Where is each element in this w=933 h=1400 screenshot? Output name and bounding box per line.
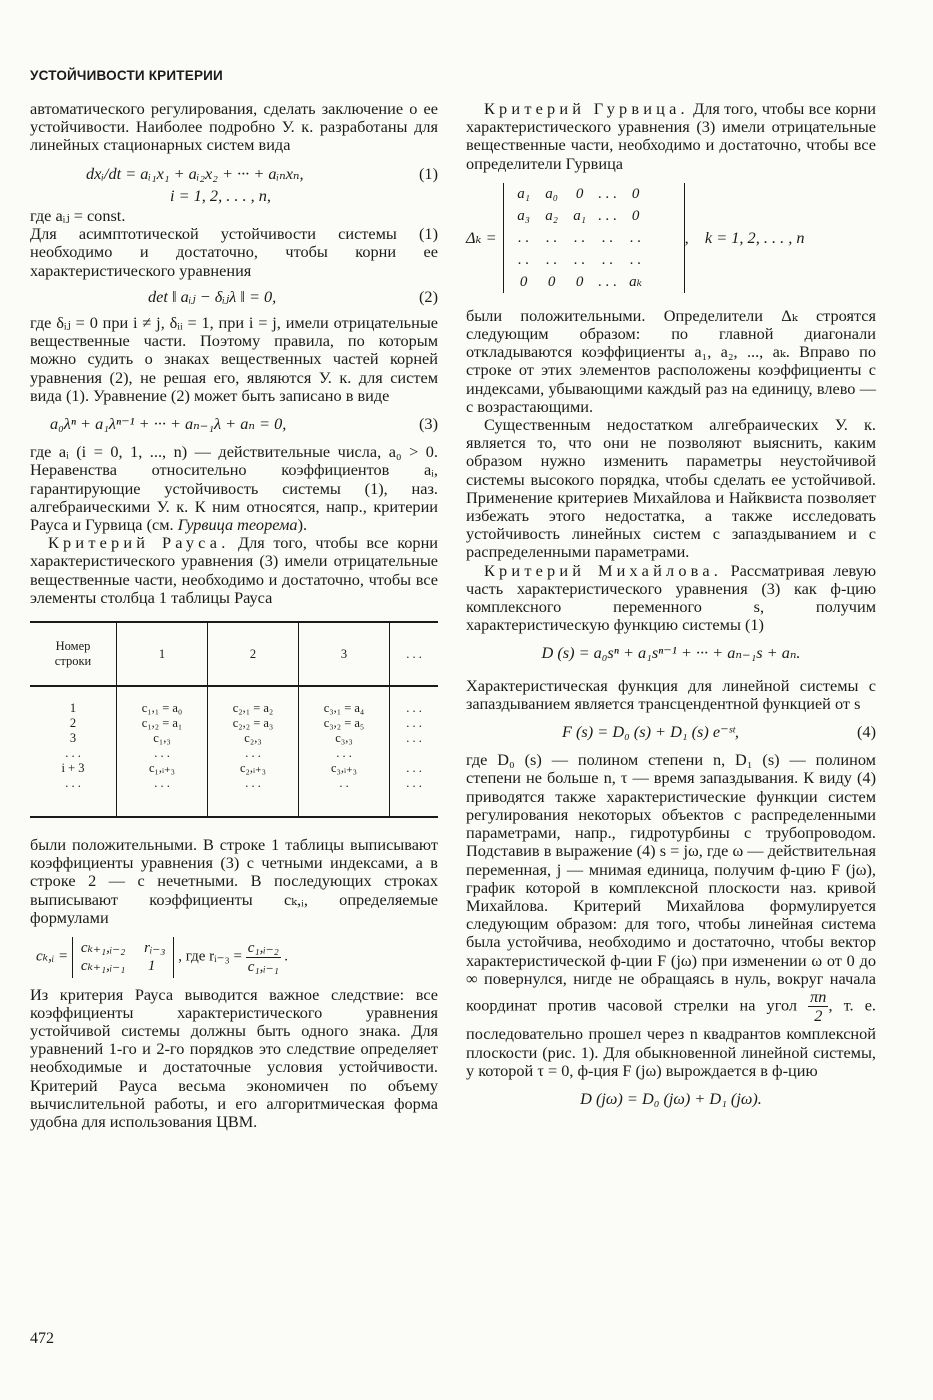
cell-line: c₃,₁ = a₄ [323,701,365,716]
equation-1 [86,165,438,183]
cell-line: . . . [154,746,170,761]
cell-line: 1 [69,701,77,716]
determinant-cell [650,183,678,205]
criterion-heading: Критерий Михайлова. [484,560,723,580]
determinant-cell [650,227,678,249]
cell-line: . . . [406,776,422,791]
paragraph-text: Рассматривая левую часть характеристического уравнения (3) как ф-цию комплексного переменного s, получим характеристическую функцию системы (1) [466,560,876,635]
paragraph: Существенным недостатком алгебраических У. к. является то, что они не позволяют выяснить, каким образом нужно изменить параметры неустойчивой системы высокого порядка, чтобы сделать ее устойчивой. Применение критериев Михайлова и Найквиста позволяет избежать этого недостатка, а также исследовать устойчивость линейных систем с запаздыванием и с распределенными параметрами. [466,415,876,562]
hurwitz-determinant [503,183,685,293]
cell-line: . . . [406,716,422,731]
equation-routh-coefficients [36,937,438,977]
equation-lhs: Δₖ = [466,227,497,247]
determinant-cell: a₁ [573,207,586,224]
determinant-cell: . . [545,251,558,268]
cell-line: . . . [336,746,352,761]
cross-reference: Гурвица теорема [177,515,298,535]
paragraph-text: Для того, чтобы все корни характеристического уравнения (3) имели отрицательные вещественные части, необходимо и достаточно, чтобы все определители Гурвица [466,99,876,173]
paragraph [30,443,438,534]
cell-line: . . . [406,701,422,716]
determinant-cell: . . [601,251,614,268]
determinant-cell [650,249,678,271]
cell-line: c₂,₂ = a₃ [232,716,274,731]
cell-line: c₁,ᵢ₊₃ [148,761,176,776]
equation-number: (1) [419,163,438,183]
paragraph [30,534,438,607]
determinant-cell: . . [629,229,642,246]
fraction-numerator: c₁,ᵢ₋₂ [246,939,281,958]
determinant-row: cₖ₊₁,ᵢ₋₁ 1 [80,958,156,975]
right-column [466,100,876,1118]
equation-lhs: cₖ,ᵢ = [36,948,69,965]
equation-characteristic: D (s) = a₀sⁿ + a₁sⁿ⁻¹ + ··· + aₙ₋₁s + aₙ. [541,643,801,663]
equation-text: , где rᵢ₋₃ = [178,948,242,965]
determinant-cell: 0 [575,185,584,202]
fraction-denominator: 2 [814,1006,823,1026]
paragraph-text: ). [297,515,308,535]
equation-3 [50,415,438,433]
page-number: 472 [30,1330,54,1347]
table-cell [208,686,299,817]
determinant-cell: . . . [598,207,617,224]
cell-line: c₁,₃ [153,731,171,746]
cell-line: . . . [65,746,81,761]
determinant-cell: . . . [598,273,617,290]
paragraph: Для асимптотической устойчивости системы (1) необходимо и достаточно, чтобы корни ее характеристического уравнения [30,224,438,280]
cell-line: c₃,ᵢ₊₃ [330,761,358,776]
cell-line: . . . [245,776,261,791]
cell-line: . . . [406,731,422,746]
running-title: УСТОЙЧИВОСТИ КРИТЕРИИ [30,68,223,83]
determinant-row: cₖ₊₁,ᵢ₋₂ rᵢ₋₃ [80,940,166,957]
table-row [30,686,438,817]
determinant-cell: a₁ [517,185,530,202]
routh-table [30,621,438,818]
determinant-cell: 0 [519,273,528,290]
paragraph-text: где D₀ (s) — полином степени n, D₁ (s) — полином степени не больше n, τ — время запаздывания. К виду (4) приводятся также характеристические функции систем регулирования некоторых объектов с распределенными параметрами, напр., гидротурбины с трубопроводом. Подставив в выражение (4) s = jω, где ω — действительная переменная, j — мнимая единица, получим ф-цию F (jω), график которой в комплексной плоскости наз. кривой Михайлова. Критерий Михайлова формулируется следующим образом: для того, чтобы линейная система была устойчива, необходимо и достаточно, чтобы вектор характеристической ф-ции F (jω) при изменении ω от 0 до ∞ повернулся, нигде не обращаясь в нуль, вокруг начала координат против часовой стрелки на угол [466,750,876,1015]
equation-2 [148,288,438,306]
cell-line: i + 3 [61,761,85,776]
paragraph-text: где aᵢ (i = 0, 1, ..., n) — действительные числа, a₀ > 0. Неравенства относительно коэффициентов aᵢ, гарантирующие устойчивость системы (1), наз. алгебраическими У. к. К ним относятся, напр., критерии Рауса и Гурвица (см. [30,442,438,535]
cell-line: c₁,₂ = a₁ [141,716,183,731]
header-line: Номер [55,639,91,654]
determinant-cell [650,271,678,293]
cell-line: . . . [65,776,81,791]
paragraph [466,562,876,635]
cell-line: . . . [154,776,170,791]
paragraph: где δᵢⱼ = 0 при i ≠ j, δᵢᵢ = 1, при i = j, имели отрицательные вещественные части. Поэтому правила, по которым можно судить о знаках вещественных частей корней уравнения (2), не решая его, являются У. к. для систем вида (1). Уравнение (2) может быть записано в виде [30,313,438,405]
fraction [246,939,281,976]
cell-line: . . . [406,761,422,776]
table-header: . . . [390,622,439,686]
determinant-cell: a₀ [545,185,558,202]
fraction [808,988,828,1025]
equation-condition-text: i = 1, 2, . . . , n, [170,185,271,205]
paragraph-text: Для того, чтобы все корни характеристического уравнения (3) имели отрицательные вещественные части, необходимо и достаточно, чтобы все элементы столбца 1 таблицы Рауса [30,533,438,607]
equation-where: где aᵢⱼ = const. [30,206,126,226]
cell-line: c₁,₁ = a₀ [141,701,183,716]
determinant-cell: . . [573,229,586,246]
paragraph [466,751,876,1080]
table-header: 2 [208,622,299,686]
cell-line: c₂,ᵢ₊₃ [239,761,267,776]
left-column [30,100,438,1131]
equation-text: , k = 1, 2, . . . , n [684,227,805,247]
paragraph: автоматического регулирования, сделать заключение о ее устойчивости. Наиболее подробно У. к. разработаны для линейных стационарных систем вида [30,99,438,155]
paragraph [466,100,876,173]
paragraph: Из критерия Рауса выводится важное следствие: все коэффициенты характеристического уравнения устойчивой системы должны быть одного знака. Для уравнений 1-го и 2-го порядков это следствие определяет необходимые и достаточные условия устойчивости. Критерий Рауса весьма экономичен по объему вычислительной работы, и его алгоритмическая форма удобна для использования ЦВМ. [30,984,438,1131]
table-header: 3 [299,622,390,686]
determinant-cell: 0 [575,273,584,290]
equation-body: F (s) = D₀ (s) + D₁ (s) e⁻ˢᵗ, [562,722,739,742]
determinant-cell: . . . [598,185,617,202]
equation-number: (4) [857,722,876,742]
cell-line [392,746,436,761]
determinant-cell: 0 [631,207,640,224]
determinant-cell [650,205,678,227]
hurwitz-determinant-equation [466,183,876,293]
fraction-denominator: c₁,ᵢ₋₁ [247,958,279,975]
equation-number: (3) [419,414,438,434]
determinant-cell: . . [629,251,642,268]
paragraph-text: , т. е. последовательно прошел через n квадрантов комплексной плоскости (рис. 1). Для обыкновенной линейной системы, у которой τ = 0, ф-ция F (jω) вырождается в ф-цию [466,995,876,1080]
cell-line: 2 [69,716,77,731]
cell-line: 3 [69,731,77,746]
paragraph: были положительными. Определители Δₖ строятся следующим образом: по главной диагонали откладываются коэффициенты a₁, a₂, ..., aₖ. Вправо по строке от этих элементов расположены коэффициенты с индексами, убывающими каждый раз на единицу, влево — с возрастающими. [466,305,876,416]
equation-condition [170,187,438,205]
cell-line: c₃,₃ [335,731,353,746]
table-header-row-number [30,622,117,686]
determinant-cell: aₖ [629,273,643,290]
determinant-cell: 0 [631,185,640,202]
determinant-cell: 0 [547,273,556,290]
equation-number: (2) [419,286,438,306]
header-line: строки [54,654,92,669]
determinant-cell: . . [573,251,586,268]
equation-end: . [284,948,289,965]
equation-body: dxᵢ/dt = aᵢ₁x₁ + aᵢ₂x₂ + ··· + aᵢₙxₙ, [86,163,304,183]
table-cell [390,686,439,817]
cell-line: . . [339,776,349,791]
determinant-cell: . . [601,229,614,246]
table-cell [117,686,208,817]
determinant-cell: . . [545,229,558,246]
equation-final: D (jω) = D₀ (jω) + D₁ (jω). [580,1088,762,1108]
equation-body: det ‖ aᵢⱼ − δᵢⱼλ ‖ = 0, [148,286,277,306]
table-cell [30,686,117,817]
cell-line: c₂,₁ = a₂ [232,701,274,716]
determinant [72,937,175,977]
paragraph: были положительными. В строке 1 таблицы выписывают коэффициенты уравнения (3) с четными индексами, а в строке 2 — с нечетными. В последующих строках выписывают коэффициенты cₖ,ᵢ, определяемые формулами [30,835,438,927]
cell-line: . . . [245,746,261,761]
table-cell [299,686,390,817]
criterion-heading: Критерий Гурвица. [484,99,689,118]
determinant-cell: . . [517,229,530,246]
cell-line: c₂,₃ [244,731,262,746]
criterion-heading: Критерий Рауса. [48,533,230,553]
cell-line: c₃,₂ = a₅ [323,716,365,731]
determinant-cell: a₂ [545,207,558,224]
equation-body: a₀λⁿ + a₁λⁿ⁻¹ + ··· + aₙ₋₁λ + aₙ = 0, [50,414,287,434]
table-header: 1 [117,622,208,686]
equation-4 [562,723,876,741]
paragraph: Характеристическая функция для линейной системы с запаздыванием является трансцендентной функцией от s [466,675,876,713]
determinant-cell: . . [517,251,530,268]
fraction-numerator: πn [810,986,827,1006]
determinant-cell: a₃ [517,207,530,224]
